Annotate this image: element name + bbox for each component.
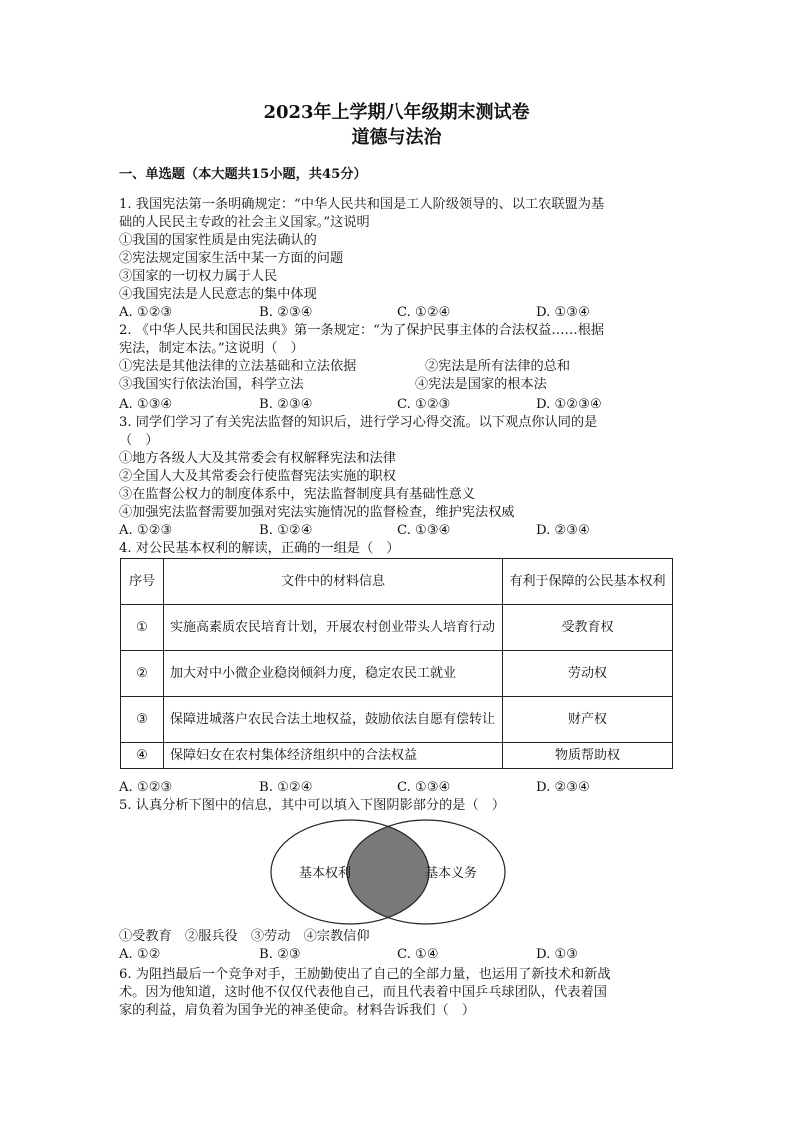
q2-option-c[interactable]: C. ①②③ <box>397 397 451 412</box>
q1-option-c[interactable]: C. ①②④ <box>397 305 451 320</box>
q2-statement-4: ④宪法是国家的根本法 <box>415 377 547 392</box>
q6-stem-line-1: 6. 为阻挡最后一个竞争对手，王励勤使出了自己的全部力量，也运用了新技术和新战 <box>119 967 611 982</box>
q6-stem-line-2: 术。因为他知道，这时他不仅仅代表他自己，而且代表着中国乒乓球团队，代表着国 <box>119 985 607 1000</box>
q5-stem: 5. 认真分析下图中的信息，其中可以填入下图阴影部分的是（ ） <box>119 798 506 813</box>
q3-stem-line-2: （ ） <box>119 433 159 448</box>
q3-stem-line-1: 3. 同学们学习了有关宪法监督的知识后，进行学习心得交流。以下观点你认同的是 <box>119 415 598 430</box>
table-row <box>121 743 673 769</box>
q5-option-b[interactable]: B. ②③ <box>259 947 301 962</box>
table-cell-index: ② <box>121 651 164 697</box>
q3-statement-4: ④加强宪法监督需要加强对宪法实施情况的监督检查，维护宪法权威 <box>119 505 515 520</box>
table-cell-index: ① <box>121 605 164 651</box>
section-heading: 一、单选题（本大题共15小题，共45分） <box>119 167 367 182</box>
q3-statement-3: ③在监督公权力的制度体系中，宪法监督制度具有基础性意义 <box>119 487 476 502</box>
q5-option-d[interactable]: D. ①③ <box>536 947 579 962</box>
table-cell-index: ④ <box>121 743 164 769</box>
q1-option-a[interactable]: A. ①②③ <box>119 305 173 320</box>
q2-statement-1: ①宪法是其他法律的立法基础和立法依据 <box>119 359 357 374</box>
q1-options <box>119 304 679 322</box>
q5-options <box>119 946 679 964</box>
q1-statement-4: ④我国宪法是人民意志的集中体现 <box>119 287 317 302</box>
table-header-material: 文件中的材料信息 <box>164 559 503 605</box>
q1-statement-1: ①我国的国家性质是由宪法确认的 <box>119 233 317 248</box>
venn-diagram <box>270 818 506 928</box>
venn-right-label: 基本义务 <box>424 866 478 881</box>
q1-option-b[interactable]: B. ②③④ <box>259 305 313 320</box>
q5-choices: ①受教育 ②服兵役 ③劳动 ④宗教信仰 <box>119 929 370 944</box>
q2-option-d[interactable]: D. ①②③④ <box>536 397 602 412</box>
table-header-row <box>121 559 673 605</box>
q4-options <box>119 779 679 797</box>
venn-left-label: 基本权利 <box>298 866 352 881</box>
table-cell-right: 劳动权 <box>503 651 673 697</box>
table-cell-index: ③ <box>121 697 164 743</box>
table-cell-right: 财产权 <box>503 697 673 743</box>
q3-statement-2: ②全国人大及其常委会行使监督宪法实施的职权 <box>119 469 396 484</box>
q3-statement-1: ①地方各级人大及其常委会有权解释宪法和法律 <box>119 451 396 466</box>
table-cell-material: 保障进城落户农民合法土地权益，鼓励依法自愿有偿转让 <box>164 697 503 743</box>
q2-option-b[interactable]: B. ②③④ <box>259 397 313 412</box>
q3-option-c[interactable]: C. ①③④ <box>397 523 451 538</box>
q1-stem-line-2: 础的人民民主专政的社会主义国家。”这说明 <box>119 215 370 230</box>
q1-option-d[interactable]: D. ①③④ <box>536 305 590 320</box>
q3-option-b[interactable]: B. ①②④ <box>259 523 313 538</box>
table-cell-material: 加大对中小微企业稳岗倾斜力度，稳定农民工就业 <box>164 651 503 697</box>
exam-title: 2023年上学期八年级期末测试卷 <box>263 102 530 123</box>
table-header-index: 序号 <box>121 559 164 605</box>
table-cell-material: 保障妇女在农村集体经济组织中的合法权益 <box>164 743 503 769</box>
q2-statement-2: ②宪法是所有法律的总和 <box>425 359 571 374</box>
q4-option-a[interactable]: A. ①②③ <box>119 780 173 795</box>
table-cell-right: 受教育权 <box>503 605 673 651</box>
table-row <box>121 605 673 651</box>
q3-option-d[interactable]: D. ②③④ <box>536 523 590 538</box>
table-cell-right: 物质帮助权 <box>503 743 673 769</box>
q4-stem: 4. 对公民基本权利的解读，正确的一组是（ ） <box>119 541 400 556</box>
q2-stem-line-2: 宪法，制定本法。”这说明（ ） <box>119 341 304 356</box>
q4-option-c[interactable]: C. ①③④ <box>397 780 451 795</box>
q2-stem-line-1: 2. 《中华人民共和国民法典》第一条规定：“为了保护民事主体的合法权益……根据 <box>119 323 605 338</box>
table-header-right: 有利于保障的公民基本权利 <box>503 559 673 605</box>
q2-option-a[interactable]: A. ①③④ <box>119 397 173 412</box>
q1-statement-3: ③国家的一切权力属于人民 <box>119 269 278 284</box>
q1-statement-2: ②宪法规定国家生活中某一方面的问题 <box>119 251 344 266</box>
q5-option-c[interactable]: C. ①④ <box>397 947 439 962</box>
q2-options <box>119 396 679 414</box>
q4-option-d[interactable]: D. ②③④ <box>536 780 590 795</box>
table-row <box>121 651 673 697</box>
table-row <box>121 697 673 743</box>
q1-stem-line-1: 1. 我国宪法第一条明确规定：“中华人民共和国是工人阶级领导的、以工农联盟为基 <box>119 197 605 212</box>
q3-option-a[interactable]: A. ①②③ <box>119 523 173 538</box>
rights-table <box>120 558 673 769</box>
q2-statement-3: ③我国实行依法治国，科学立法 <box>119 377 304 392</box>
exam-subject: 道德与法治 <box>351 127 442 148</box>
q3-options <box>119 522 679 540</box>
q4-option-b[interactable]: B. ①②④ <box>259 780 313 795</box>
q6-stem-line-3: 家的利益，肩负着为国争光的神圣使命。材料告诉我们（ ） <box>119 1003 476 1018</box>
table-cell-material: 实施高素质农民培育计划，开展农村创业带头人培育行动 <box>164 605 503 651</box>
q5-option-a[interactable]: A. ①② <box>119 947 161 962</box>
